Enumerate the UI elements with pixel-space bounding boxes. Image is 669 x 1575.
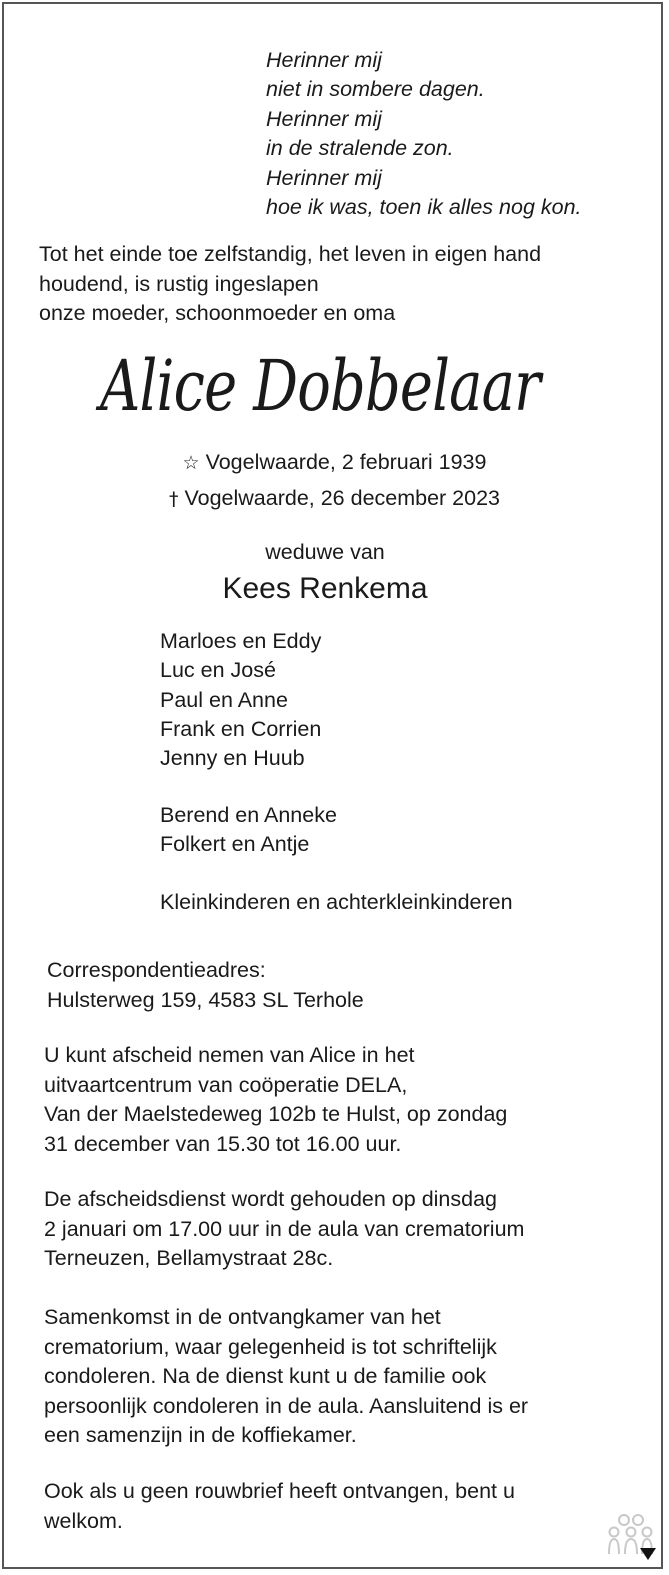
- poem-line: niet in sombere dagen.: [266, 77, 485, 102]
- paragraph-line: Terneuzen, Bellamystraat 28c.: [44, 1246, 334, 1270]
- list-item: Berend en Anneke: [160, 803, 337, 827]
- spouse-name: Kees Renkema: [222, 572, 428, 605]
- death-date-row: [0, 480, 669, 517]
- list-item: Folkert en Antje: [160, 832, 310, 857]
- paragraph-line: persoonlijk condoleren in de aula. Aansluitend is er: [44, 1393, 529, 1418]
- paragraph-line: uitvaartcentrum van coöperatie DELA,: [44, 1072, 408, 1097]
- paragraph-line: welkom.: [44, 1508, 123, 1533]
- paragraph-line: U kunt afscheid nemen van Alice in het: [44, 1043, 415, 1067]
- paragraph-line: Van der Maelstedeweg 102b te Hulst, op zondag: [44, 1102, 508, 1126]
- poem-line: Herinner mij: [266, 48, 382, 72]
- closing-paragraph: [44, 1477, 515, 1536]
- correspondence-address-line: Hulsterweg 159, 4583 SL Terhole: [47, 987, 364, 1012]
- cross-icon: †: [168, 488, 179, 510]
- list-item: Frank en Corrien: [160, 716, 322, 741]
- siblings-list: [160, 801, 337, 860]
- people-group-icon: [606, 1512, 656, 1562]
- death-date: Vogelwaarde, 26 december 2023: [184, 486, 501, 510]
- service-paragraph: [44, 1185, 524, 1274]
- poem-line: hoe ik was, toen ik alles nog kon.: [266, 195, 582, 220]
- grandchildren-line: [160, 888, 513, 917]
- correspondence-address: [47, 956, 364, 1015]
- intro-line: Tot het einde toe zelfstandig, het leven in eigen hand: [39, 242, 542, 266]
- paragraph-line: 2 januari om 17.00 uur in de aula van crematorium: [44, 1216, 525, 1241]
- paragraph-line: 31 december van 15.30 tot 16.00 uur.: [44, 1131, 402, 1156]
- paragraph-line: een samenzijn in de koffiekamer.: [44, 1423, 357, 1447]
- list-item: Jenny en Huub: [160, 746, 305, 771]
- paragraph-line: condoleren. Na de dienst kunt u de familie ook: [44, 1364, 487, 1388]
- list-item: Paul en Anne: [160, 687, 288, 712]
- grandchildren-text: Kleinkinderen en achterkleinkinderen: [160, 890, 513, 914]
- paragraph-line: De afscheidsdienst wordt gehouden op dinsdag: [44, 1187, 498, 1211]
- deceased-name-signature: [96, 332, 546, 432]
- deceased-name: Alice Dobbelaar: [95, 345, 544, 427]
- star-icon: ☆: [182, 452, 200, 474]
- poem-line: in de stralende zon.: [266, 136, 454, 161]
- paragraph-line: Samenkomst in de ontvangkamer van het: [44, 1305, 441, 1329]
- list-item: Marloes en Eddy: [160, 629, 322, 653]
- poem: [266, 46, 582, 222]
- children-list: [160, 627, 321, 773]
- paragraph-line: crematorium, waar gelegenheid is tot schriftelijk: [44, 1334, 497, 1359]
- farewell-paragraph: [44, 1041, 507, 1159]
- poem-line: Herinner mij: [266, 165, 382, 190]
- intro-text: [39, 240, 639, 329]
- poem-line: Herinner mij: [266, 106, 382, 131]
- gathering-paragraph: [44, 1303, 528, 1451]
- birth-date-row: [0, 444, 669, 481]
- birth-date: Vogelwaarde, 2 februari 1939: [205, 450, 487, 474]
- list-item: Luc en José: [160, 658, 276, 683]
- intro-line: onze moeder, schoonmoeder en oma: [39, 301, 396, 325]
- paragraph-line: Ook als u geen rouwbrief heeft ontvangen, bent u: [44, 1479, 515, 1503]
- widow-label: weduwe van: [265, 540, 385, 564]
- correspondence-label: Correspondentieadres:: [47, 958, 266, 982]
- intro-line: houdend, is rustig ingeslapen: [39, 271, 319, 296]
